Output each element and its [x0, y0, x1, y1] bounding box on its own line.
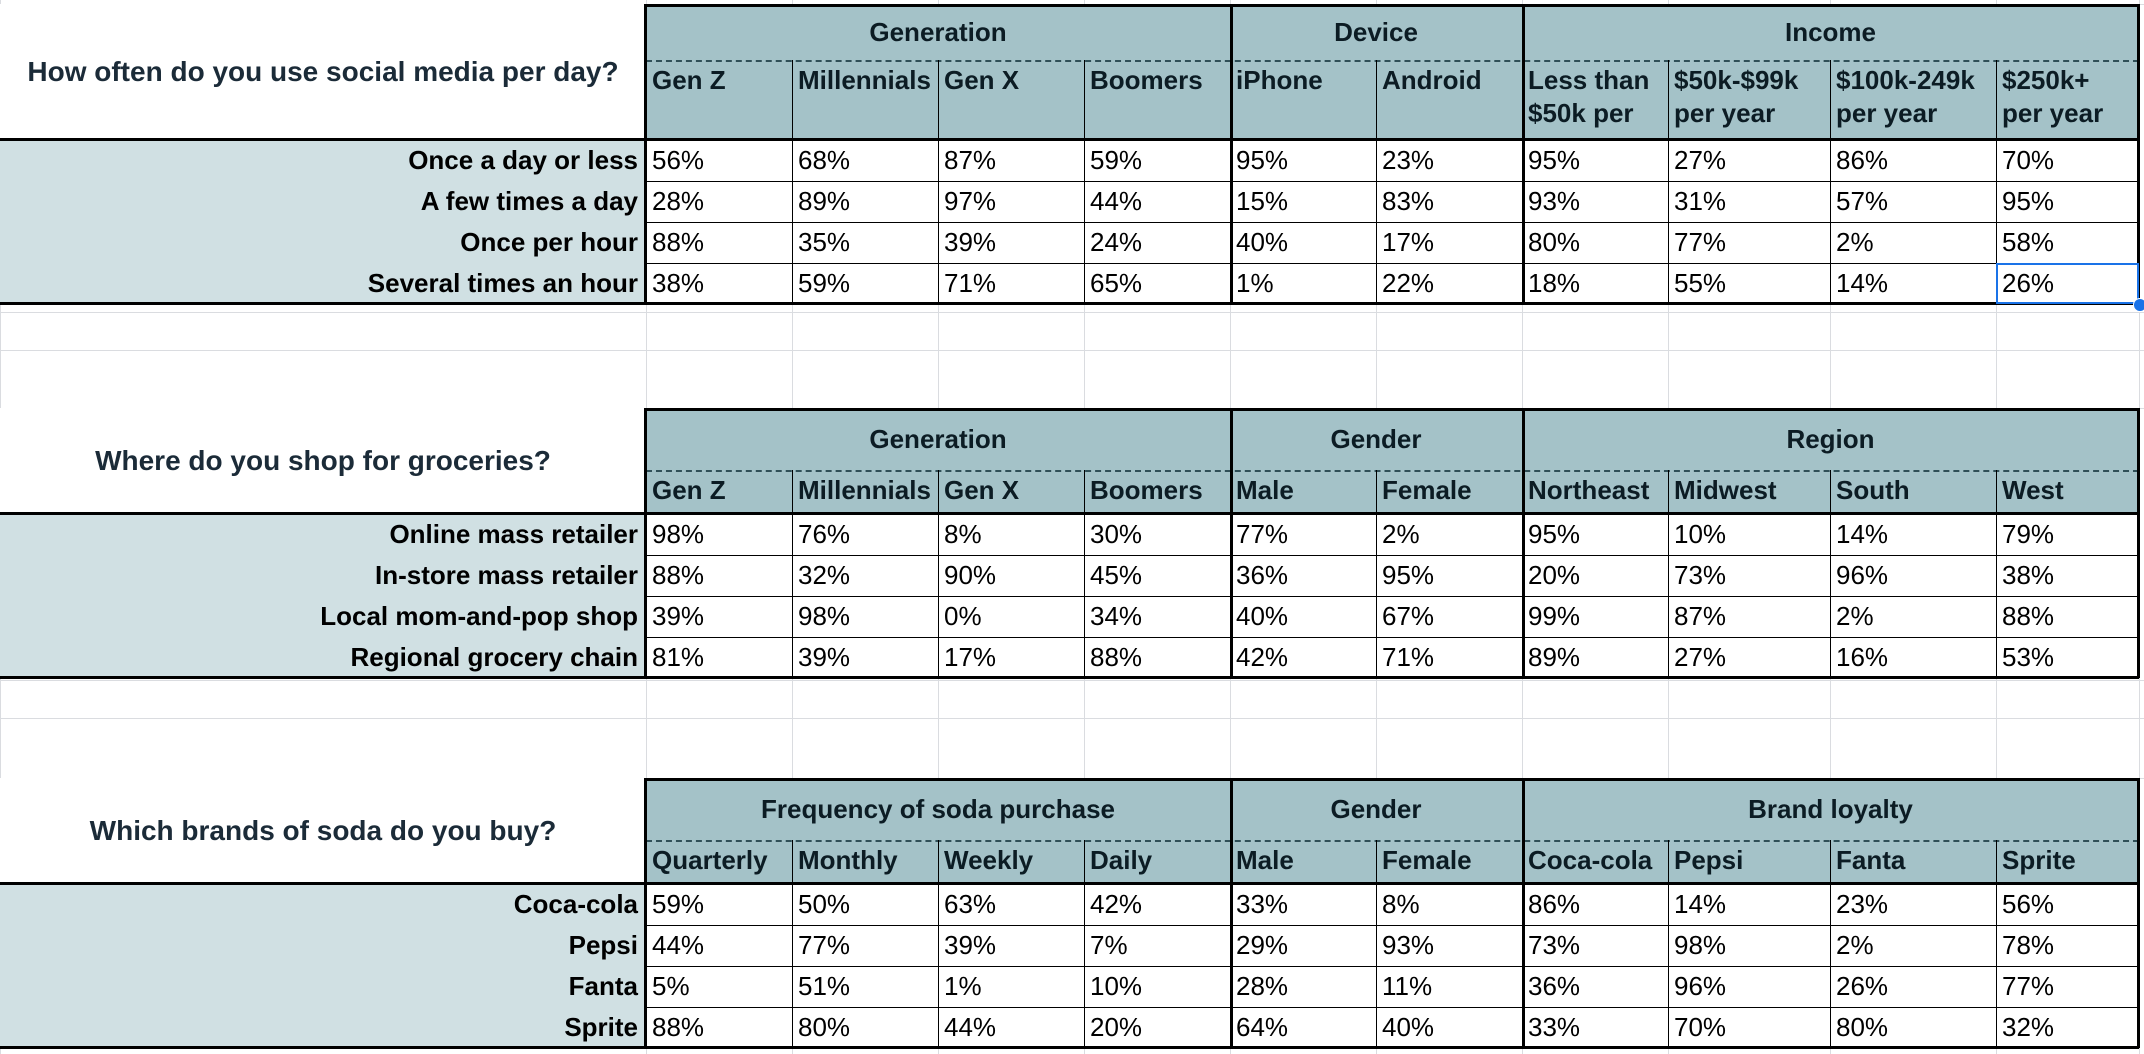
- data-cell[interactable]: 88%: [646, 222, 792, 263]
- data-cell[interactable]: 8%: [1376, 884, 1522, 925]
- row-divider: [646, 925, 2139, 926]
- data-cell[interactable]: 77%: [792, 925, 938, 966]
- data-cell[interactable]: 40%: [1230, 222, 1376, 263]
- column-header[interactable]: iPhone: [1230, 60, 1376, 140]
- table-border: [0, 1046, 2139, 1049]
- data-cell[interactable]: 50%: [792, 884, 938, 925]
- data-cell[interactable]: 79%: [1996, 514, 2139, 555]
- data-cell[interactable]: 93%: [1522, 181, 1668, 222]
- data-cell[interactable]: 45%: [1084, 555, 1230, 596]
- gridline: [0, 350, 2144, 351]
- data-cell[interactable]: 70%: [1996, 140, 2139, 181]
- data-cell[interactable]: 77%: [1230, 514, 1376, 555]
- data-cell[interactable]: 44%: [938, 1007, 1084, 1048]
- data-cell[interactable]: 59%: [792, 263, 938, 304]
- data-cell[interactable]: 14%: [1830, 514, 1996, 555]
- column-header[interactable]: Weekly: [938, 840, 1084, 884]
- question-header[interactable]: [0, 4, 646, 140]
- group-header[interactable]: [1522, 4, 2139, 60]
- column-divider: [1376, 470, 1377, 678]
- table-row: [0, 966, 2139, 1007]
- gridline: [0, 680, 2144, 681]
- data-cell[interactable]: 44%: [1084, 181, 1230, 222]
- column-header[interactable]: Midwest: [1668, 470, 1830, 514]
- column-divider: [1668, 840, 1669, 1048]
- data-cell[interactable]: 10%: [1084, 966, 1230, 1007]
- data-cell[interactable]: 70%: [1668, 1007, 1830, 1048]
- column-header[interactable]: Millennials: [792, 470, 938, 514]
- group-header-label: Region: [1786, 424, 1875, 454]
- column-divider: [1084, 60, 1085, 304]
- data-cell[interactable]: 11%: [1376, 966, 1522, 1007]
- question-text: How often do you use social media per day?: [27, 56, 619, 87]
- group-header[interactable]: [1230, 4, 1522, 60]
- data-cell[interactable]: 57%: [1830, 181, 1996, 222]
- data-cell[interactable]: 1%: [938, 966, 1084, 1007]
- data-cell[interactable]: 20%: [1084, 1007, 1230, 1048]
- column-header[interactable]: Male: [1230, 470, 1376, 514]
- data-cell[interactable]: 95%: [1996, 181, 2139, 222]
- data-cell[interactable]: 96%: [1668, 966, 1830, 1007]
- question-header[interactable]: [0, 778, 646, 884]
- data-cell[interactable]: 95%: [1376, 555, 1522, 596]
- data-cell[interactable]: 33%: [1230, 884, 1376, 925]
- data-cell[interactable]: 1%: [1230, 263, 1376, 304]
- table-row: [0, 1007, 2139, 1048]
- row-divider: [646, 1007, 2139, 1008]
- data-cell[interactable]: 39%: [646, 596, 792, 637]
- data-cell[interactable]: 7%: [1084, 925, 1230, 966]
- column-header[interactable]: Boomers: [1084, 470, 1230, 514]
- row-label[interactable]: Once per hour: [0, 222, 646, 263]
- data-cell[interactable]: 86%: [1522, 884, 1668, 925]
- data-cell[interactable]: 30%: [1084, 514, 1230, 555]
- column-divider: [1522, 778, 1525, 1048]
- row-label[interactable]: Sprite: [0, 1007, 646, 1048]
- column-header[interactable]: Sprite: [1996, 840, 2139, 884]
- data-cell[interactable]: 81%: [646, 637, 792, 678]
- header-divider: [646, 470, 2139, 472]
- survey-table: [0, 778, 2144, 1048]
- table-row: [0, 222, 2139, 263]
- column-header[interactable]: Male: [1230, 840, 1376, 884]
- row-divider: [646, 596, 2139, 597]
- data-cell[interactable]: 78%: [1996, 925, 2139, 966]
- data-cell[interactable]: 53%: [1996, 637, 2139, 678]
- data-cell[interactable]: 23%: [1376, 140, 1522, 181]
- column-divider: [1668, 60, 1669, 304]
- table-row: [0, 555, 2139, 596]
- data-cell[interactable]: 0%: [938, 596, 1084, 637]
- data-cell[interactable]: 99%: [1522, 596, 1668, 637]
- group-header[interactable]: [1230, 778, 1522, 840]
- column-divider: [792, 840, 793, 1048]
- data-cell[interactable]: 39%: [938, 222, 1084, 263]
- data-cell[interactable]: 56%: [1996, 884, 2139, 925]
- column-divider: [1996, 840, 1997, 1048]
- data-cell[interactable]: 36%: [1522, 966, 1668, 1007]
- column-header[interactable]: Female: [1376, 840, 1522, 884]
- data-cell[interactable]: 59%: [1084, 140, 1230, 181]
- data-cell[interactable]: 14%: [1668, 884, 1830, 925]
- row-label[interactable]: A few times a day: [0, 181, 646, 222]
- data-cell[interactable]: 22%: [1376, 263, 1522, 304]
- data-cell[interactable]: 88%: [1996, 596, 2139, 637]
- table-row: [0, 514, 2139, 555]
- column-header[interactable]: Millennials: [792, 60, 938, 140]
- group-header[interactable]: [1522, 778, 2139, 840]
- data-cell[interactable]: 26%: [1996, 263, 2139, 304]
- table-border: [0, 138, 2139, 141]
- column-header[interactable]: Less than $50k per: [1522, 60, 1668, 140]
- data-cell[interactable]: 42%: [1084, 884, 1230, 925]
- row-divider: [646, 637, 2139, 638]
- data-cell[interactable]: 95%: [1230, 140, 1376, 181]
- row-label[interactable]: Several times an hour: [0, 263, 646, 304]
- data-cell[interactable]: 39%: [792, 637, 938, 678]
- column-divider: [938, 60, 939, 304]
- group-header-label: Frequency of soda purchase: [761, 794, 1115, 824]
- column-divider: [1668, 470, 1669, 678]
- column-divider: [1230, 778, 1233, 1048]
- data-cell[interactable]: 40%: [1376, 1007, 1522, 1048]
- column-divider: [1230, 4, 1233, 304]
- group-header-label: Generation: [869, 17, 1007, 47]
- data-cell[interactable]: 34%: [1084, 596, 1230, 637]
- row-label[interactable]: Online mass retailer: [0, 514, 646, 555]
- fill-handle[interactable]: [2133, 298, 2144, 312]
- column-header[interactable]: Boomers: [1084, 60, 1230, 140]
- table-border: [0, 882, 2139, 885]
- column-header[interactable]: Pepsi: [1668, 840, 1830, 884]
- data-cell[interactable]: 73%: [1522, 925, 1668, 966]
- data-cell[interactable]: 80%: [1522, 222, 1668, 263]
- column-header[interactable]: Daily: [1084, 840, 1230, 884]
- group-header-label: Income: [1784, 17, 1877, 47]
- data-cell[interactable]: 2%: [1376, 514, 1522, 555]
- data-cell[interactable]: 71%: [938, 263, 1084, 304]
- data-cell[interactable]: 98%: [1668, 925, 1830, 966]
- group-header[interactable]: [1230, 408, 1522, 470]
- data-cell[interactable]: 27%: [1668, 140, 1830, 181]
- group-header-label: Device: [1334, 17, 1418, 47]
- data-cell[interactable]: 35%: [792, 222, 938, 263]
- column-divider: [1376, 60, 1377, 304]
- data-cell[interactable]: 97%: [938, 181, 1084, 222]
- column-divider: [792, 60, 793, 304]
- data-cell[interactable]: 38%: [646, 263, 792, 304]
- question-text: Which brands of soda do you buy?: [89, 815, 557, 846]
- data-cell[interactable]: 56%: [646, 140, 792, 181]
- column-divider: [1830, 60, 1831, 304]
- data-cell[interactable]: 17%: [938, 637, 1084, 678]
- data-cell[interactable]: 23%: [1830, 884, 1996, 925]
- data-cell[interactable]: 14%: [1830, 263, 1996, 304]
- data-cell[interactable]: 93%: [1376, 925, 1522, 966]
- header-divider: [646, 60, 2139, 62]
- data-cell[interactable]: 71%: [1376, 637, 1522, 678]
- data-cell[interactable]: 96%: [1830, 555, 1996, 596]
- column-divider: [1084, 840, 1085, 1048]
- data-cell[interactable]: 18%: [1522, 263, 1668, 304]
- table-row: [0, 263, 2139, 304]
- data-cell[interactable]: 29%: [1230, 925, 1376, 966]
- data-cell[interactable]: 2%: [1830, 925, 1996, 966]
- table-border: [0, 676, 2139, 679]
- group-header-label: Generation: [869, 424, 1007, 454]
- data-cell[interactable]: 26%: [1830, 966, 1996, 1007]
- data-cell[interactable]: 67%: [1376, 596, 1522, 637]
- data-cell[interactable]: 33%: [1522, 1007, 1668, 1048]
- question-header[interactable]: [0, 408, 646, 514]
- data-cell[interactable]: 5%: [646, 966, 792, 1007]
- data-cell[interactable]: 87%: [1668, 596, 1830, 637]
- table-row: [0, 181, 2139, 222]
- data-cell[interactable]: 15%: [1230, 181, 1376, 222]
- column-header[interactable]: Monthly: [792, 840, 938, 884]
- group-header[interactable]: [1522, 408, 2139, 470]
- table-border: [644, 408, 647, 678]
- data-cell[interactable]: 2%: [1830, 596, 1996, 637]
- column-header[interactable]: Android: [1376, 60, 1522, 140]
- table-border: [644, 4, 647, 304]
- row-label[interactable]: Coca-cola: [0, 884, 646, 925]
- column-divider: [938, 840, 939, 1048]
- data-cell[interactable]: 64%: [1230, 1007, 1376, 1048]
- table-border: [646, 778, 2139, 781]
- group-header[interactable]: [646, 778, 1230, 840]
- table-row: [0, 637, 2139, 678]
- data-cell[interactable]: 17%: [1376, 222, 1522, 263]
- data-cell[interactable]: 80%: [1830, 1007, 1996, 1048]
- data-cell[interactable]: 86%: [1830, 140, 1996, 181]
- table-row: [0, 596, 2139, 637]
- data-cell[interactable]: 28%: [646, 181, 792, 222]
- group-header[interactable]: [646, 408, 1230, 470]
- column-header[interactable]: Coca-cola: [1522, 840, 1668, 884]
- data-cell[interactable]: 95%: [1522, 140, 1668, 181]
- column-divider: [1830, 840, 1831, 1048]
- data-cell[interactable]: 63%: [938, 884, 1084, 925]
- data-cell[interactable]: 39%: [938, 925, 1084, 966]
- column-header[interactable]: Northeast: [1522, 470, 1668, 514]
- gridline: [0, 312, 2144, 313]
- data-cell[interactable]: 51%: [792, 966, 938, 1007]
- data-cell[interactable]: 76%: [792, 514, 938, 555]
- data-cell[interactable]: 73%: [1668, 555, 1830, 596]
- data-cell[interactable]: 77%: [1668, 222, 1830, 263]
- column-divider: [1996, 60, 1997, 304]
- group-header-label: Gender: [1330, 794, 1422, 824]
- data-cell[interactable]: 28%: [1230, 966, 1376, 1007]
- column-header[interactable]: West: [1996, 470, 2139, 514]
- row-divider: [646, 966, 2139, 967]
- row-label[interactable]: In-store mass retailer: [0, 555, 646, 596]
- table-border: [2137, 4, 2140, 304]
- table-border: [0, 302, 2139, 305]
- header-divider: [646, 840, 2139, 842]
- column-divider: [1522, 408, 1525, 678]
- data-cell[interactable]: 95%: [1522, 514, 1668, 555]
- column-header[interactable]: $250k+ per year: [1996, 60, 2139, 140]
- table-border: [2137, 778, 2140, 1048]
- column-header[interactable]: Gen X: [938, 470, 1084, 514]
- data-cell[interactable]: 65%: [1084, 263, 1230, 304]
- column-header[interactable]: Quarterly: [646, 840, 792, 884]
- data-cell[interactable]: 80%: [792, 1007, 938, 1048]
- data-cell[interactable]: 83%: [1376, 181, 1522, 222]
- group-header-label: Brand loyalty: [1748, 794, 1913, 824]
- data-cell[interactable]: 42%: [1230, 637, 1376, 678]
- data-cell[interactable]: 10%: [1668, 514, 1830, 555]
- column-header[interactable]: $50k-$99k per year: [1668, 60, 1830, 140]
- row-label[interactable]: Local mom-and-pop shop: [0, 596, 646, 637]
- data-cell[interactable]: 87%: [938, 140, 1084, 181]
- row-divider: [646, 222, 2139, 223]
- row-label[interactable]: Once a day or less: [0, 140, 646, 181]
- column-divider: [1376, 840, 1377, 1048]
- column-divider: [792, 470, 793, 678]
- data-cell[interactable]: 20%: [1522, 555, 1668, 596]
- column-header[interactable]: Gen Z: [646, 470, 792, 514]
- row-divider: [646, 181, 2139, 182]
- column-divider: [1230, 408, 1233, 678]
- question-text: Where do you shop for groceries?: [95, 445, 551, 476]
- column-divider: [1084, 470, 1085, 678]
- column-divider: [1996, 470, 1997, 678]
- data-cell[interactable]: 32%: [1996, 1007, 2139, 1048]
- data-cell[interactable]: 36%: [1230, 555, 1376, 596]
- data-cell[interactable]: 58%: [1996, 222, 2139, 263]
- gridline: [0, 718, 2144, 719]
- data-cell[interactable]: 2%: [1830, 222, 1996, 263]
- column-header[interactable]: Female: [1376, 470, 1522, 514]
- table-row: [0, 925, 2139, 966]
- column-header[interactable]: Fanta: [1830, 840, 1996, 884]
- data-cell[interactable]: 88%: [646, 555, 792, 596]
- table-row: [0, 140, 2139, 181]
- data-cell[interactable]: 88%: [646, 1007, 792, 1048]
- column-divider: [938, 470, 939, 678]
- column-header[interactable]: South: [1830, 470, 1996, 514]
- column-header[interactable]: $100k-249k per year: [1830, 60, 1996, 140]
- data-cell[interactable]: 32%: [792, 555, 938, 596]
- data-cell[interactable]: 59%: [646, 884, 792, 925]
- group-header[interactable]: [646, 4, 1230, 60]
- data-cell[interactable]: 98%: [646, 514, 792, 555]
- data-cell[interactable]: 8%: [938, 514, 1084, 555]
- data-cell[interactable]: 98%: [792, 596, 938, 637]
- table-border: [2137, 408, 2140, 678]
- survey-table: [0, 408, 2144, 678]
- table-border: [644, 778, 647, 1048]
- row-label[interactable]: Fanta: [0, 966, 646, 1007]
- data-cell[interactable]: 88%: [1084, 637, 1230, 678]
- row-label[interactable]: Pepsi: [0, 925, 646, 966]
- survey-table: [0, 4, 2144, 304]
- column-header[interactable]: Gen Z: [646, 60, 792, 140]
- data-cell[interactable]: 40%: [1230, 596, 1376, 637]
- table-border: [646, 4, 2139, 7]
- data-cell[interactable]: 89%: [792, 181, 938, 222]
- data-cell[interactable]: 31%: [1668, 181, 1830, 222]
- data-cell[interactable]: 68%: [792, 140, 938, 181]
- row-label[interactable]: Regional grocery chain: [0, 637, 646, 678]
- data-cell[interactable]: 38%: [1996, 555, 2139, 596]
- data-cell[interactable]: 90%: [938, 555, 1084, 596]
- column-divider: [1830, 470, 1831, 678]
- data-cell[interactable]: 55%: [1668, 263, 1830, 304]
- table-row: [0, 884, 2139, 925]
- column-header[interactable]: Gen X: [938, 60, 1084, 140]
- data-cell[interactable]: 24%: [1084, 222, 1230, 263]
- data-cell[interactable]: 89%: [1522, 637, 1668, 678]
- table-border: [646, 408, 2139, 411]
- data-cell[interactable]: 77%: [1996, 966, 2139, 1007]
- row-divider: [646, 263, 2139, 264]
- data-cell[interactable]: 27%: [1668, 637, 1830, 678]
- column-divider: [1522, 4, 1525, 304]
- row-divider: [646, 555, 2139, 556]
- group-header-label: Gender: [1330, 424, 1422, 454]
- data-cell[interactable]: 44%: [646, 925, 792, 966]
- data-cell[interactable]: 16%: [1830, 637, 1996, 678]
- table-border: [0, 512, 2139, 515]
